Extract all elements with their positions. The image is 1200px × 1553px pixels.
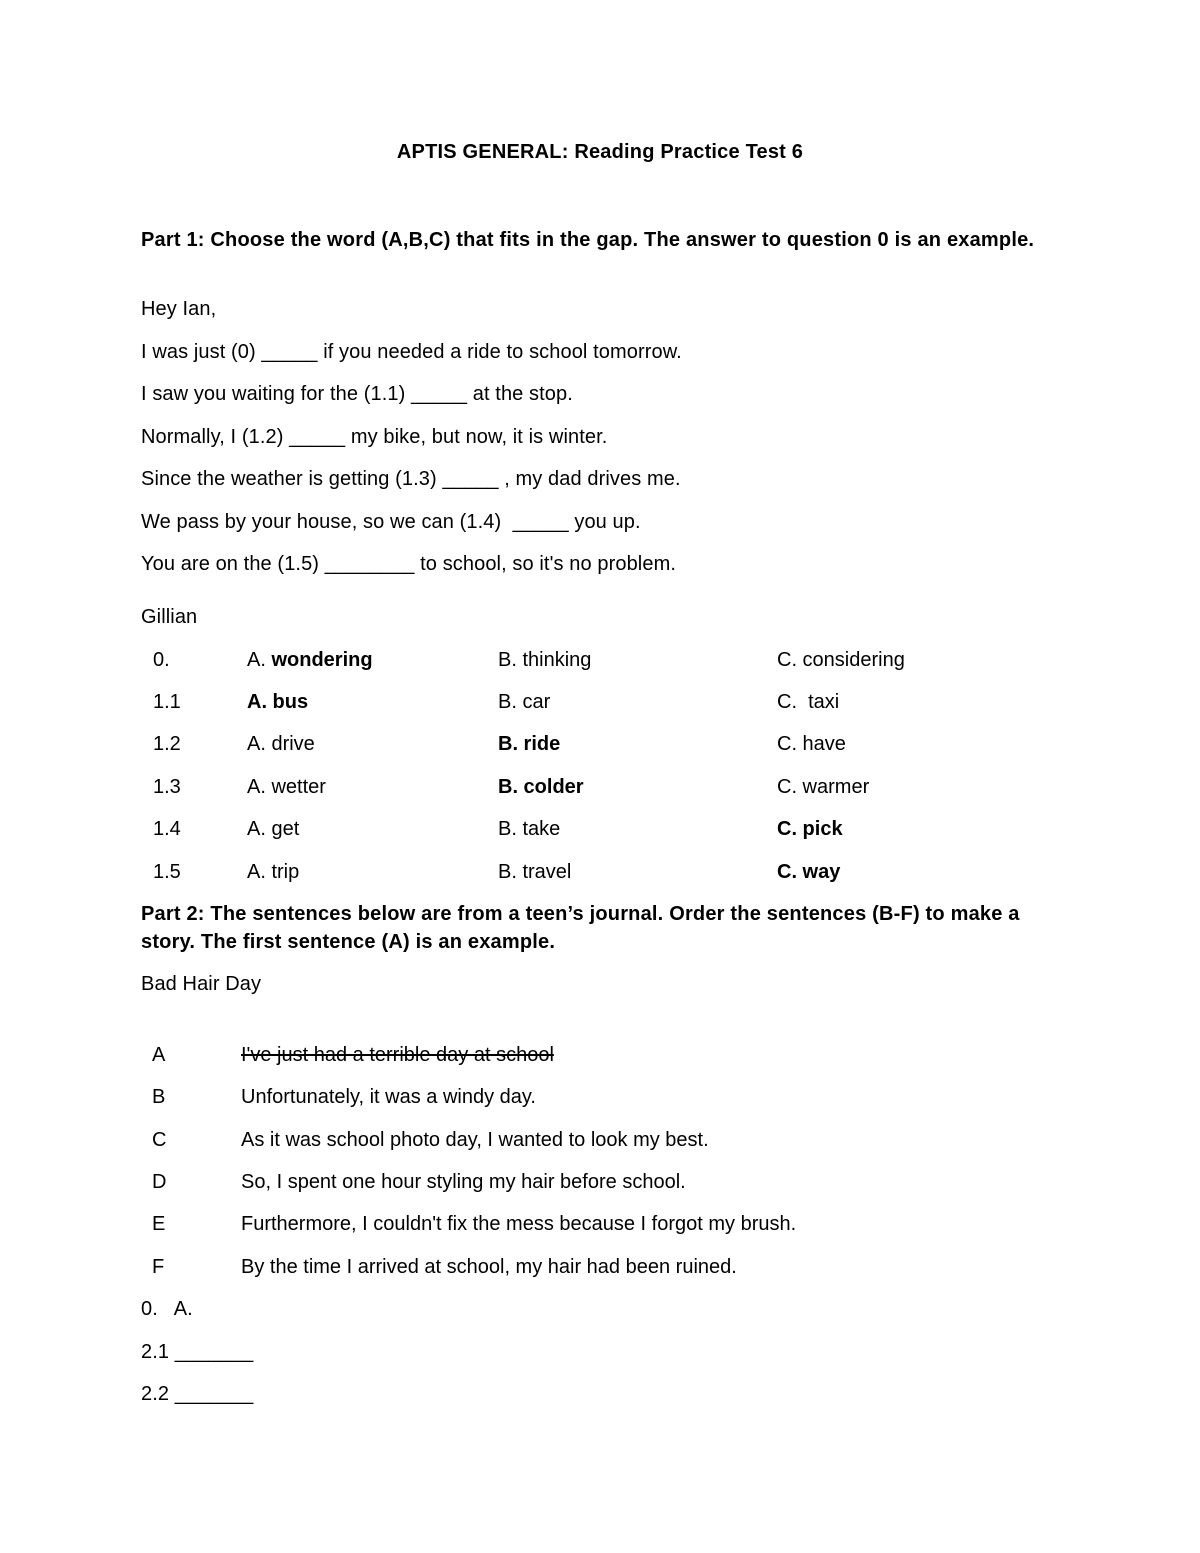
story-title: Bad Hair Day — [141, 973, 262, 995]
sentence-letter: F — [152, 1256, 165, 1278]
letter-line: I was just (0) _____ if you needed a ride to school tomorrow. — [141, 341, 682, 363]
letter-line: I saw you waiting for the (1.1) _____ at the stop. — [141, 383, 573, 405]
example-sentence: I've just had a terrible day at school — [241, 1044, 554, 1066]
sentence-letter: A — [152, 1044, 166, 1066]
option-c: C. taxi — [777, 691, 840, 713]
sentence-row — [0, 1168, 1200, 1196]
part1-instruction: Part 1: Choose the word (A,B,C) that fits in the gap. The answer to question 0 is an example. — [141, 229, 1035, 251]
option-a-answer: A. bus — [247, 691, 309, 713]
sentence-text: Furthermore, I couldn't fix the mess because I forgot my brush. — [241, 1213, 797, 1235]
option-b: B. travel — [498, 861, 572, 883]
option-c: C. have — [777, 733, 846, 755]
letter-signoff: Gillian — [141, 606, 198, 628]
option-a — [247, 646, 373, 674]
letter-greeting: Hey Ian, — [141, 298, 217, 320]
option-a-answer: wondering — [271, 649, 373, 671]
option-row — [0, 773, 1200, 801]
sentence-letter: B — [152, 1086, 166, 1108]
option-c-answer: C. way — [777, 861, 841, 883]
question-number: 0. — [153, 649, 170, 671]
question-number: 1.1 — [153, 691, 181, 713]
option-a: A. wetter — [247, 776, 326, 798]
option-a: A. drive — [247, 733, 315, 755]
answer-blank: 2.1 _______ — [141, 1341, 254, 1363]
question-number: 1.4 — [153, 818, 181, 840]
option-a: A. get — [247, 818, 300, 840]
letter-line: Normally, I (1.2) _____ my bike, but now, it is winter. — [141, 426, 608, 448]
question-number: 1.5 — [153, 861, 181, 883]
question-number: 1.3 — [153, 776, 181, 798]
sentence-letter: E — [152, 1213, 166, 1235]
option-b-answer: B. colder — [498, 776, 584, 798]
sentence-row — [0, 1041, 1200, 1069]
sentence-row — [0, 1083, 1200, 1111]
option-row — [0, 858, 1200, 886]
sentence-row — [0, 1210, 1200, 1238]
option-a: A. trip — [247, 861, 300, 883]
sentence-letter: C — [152, 1129, 167, 1151]
sentence-text: As it was school photo day, I wanted to look my best. — [241, 1129, 709, 1151]
option-row — [0, 688, 1200, 716]
option-c: C. warmer — [777, 776, 870, 798]
option-b: B. thinking — [498, 649, 592, 671]
sentence-letter: D — [152, 1171, 167, 1193]
option-b: B. car — [498, 691, 551, 713]
answer-example: 0. A. — [141, 1298, 193, 1320]
option-a-prefix: A. — [247, 649, 272, 671]
sentence-text: By the time I arrived at school, my hair had been ruined. — [241, 1256, 737, 1278]
option-c-answer: C. pick — [777, 818, 843, 840]
letter-line: We pass by your house, so we can (1.4) _____ you up. — [141, 511, 641, 533]
letter-line: Since the weather is getting (1.3) _____ , my dad drives me. — [141, 468, 681, 490]
sentence-row — [0, 1126, 1200, 1154]
sentence-row — [0, 1253, 1200, 1281]
sentence-text: So, I spent one hour styling my hair before school. — [241, 1171, 686, 1193]
answer-blank: 2.2 _______ — [141, 1383, 254, 1405]
page-title: APTIS GENERAL: Reading Practice Test 6 — [396, 141, 804, 163]
option-b: B. take — [498, 818, 561, 840]
part2-instruction: Part 2: The sentences below are from a teen’s journal. Order the sentences (B-F) to make a story. The first sentence (A) is an example. — [141, 903, 1020, 953]
option-row — [0, 730, 1200, 758]
letter-line: You are on the (1.5) ________ to school, so it's no problem. — [141, 553, 676, 575]
option-row — [0, 646, 1200, 674]
option-b-answer: B. ride — [498, 733, 561, 755]
option-row — [0, 815, 1200, 843]
sentence-text: Unfortunately, it was a windy day. — [241, 1086, 536, 1108]
option-c: C. considering — [777, 649, 905, 671]
question-number: 1.2 — [153, 733, 181, 755]
